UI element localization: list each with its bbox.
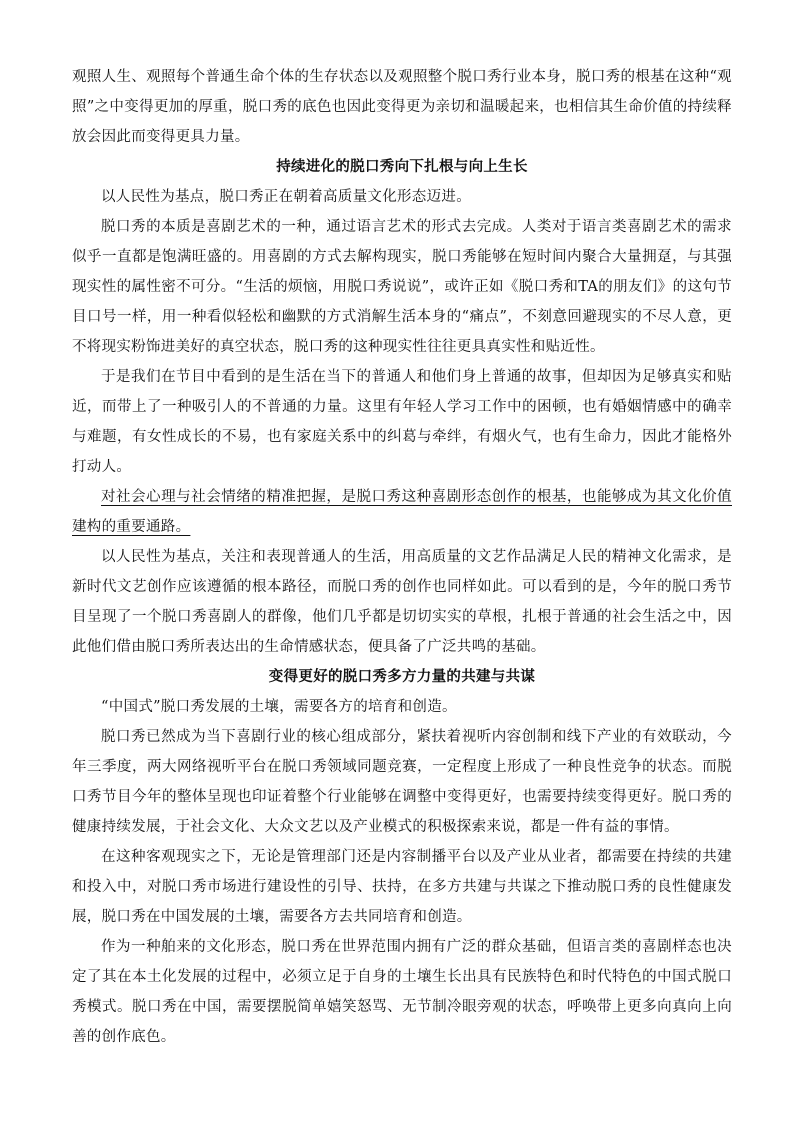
- paragraph-multi-party: 在这种客观现实之下，无论是管理部门还是内容制播平台以及产业从业者，都需要在持续的共建和投入中，对脱口秀市场进行建设性的引导、扶持，在多方共建与共谋之下推动脱口秀的良性健康发展，脱口秀在中国发展的土壤，需要各方去共同培育和创造。: [72, 849, 732, 925]
- paragraph-industry-core: 脱口秀已然成为当下喜剧行业的核心组成部分，紧扶着视听内容创制和线下产业的有效联动，今年三季度，两大网络视听平台在脱口秀领域同题竞赛，一定程度上形成了一种良性竞争的状态。而脱口秀节目今年的整体呈现也印证着整个行业能够在调整中变得更好，也需要持续变得更好。脱口秀的健康持续发展，于社会文化、大众文艺以及产业模式的积极探索来说，都是一件有益的事情。: [72, 729, 732, 835]
- paragraph-new-era-creation: 以人民性为基点，关注和表现普通人的生活，用高质量的文艺作品满足人民的精神文化需求，是新时代文艺创作应该遵循的根本路径，而脱口秀的创作也同样如此。可以看到的是，今年的脱口秀节目呈现了一个脱口秀喜剧人的群像，他们几乎都是切切实实的草根，扎根于普通的社会生活之中，因此他们借由脱口秀所表达出的生命情感状态，便具备了广泛共鸣的基础。: [72, 549, 732, 655]
- paragraph-social-psychology: [72, 482, 732, 542]
- paragraph-chinese-style: “中国式”脱口秀发展的土壤，需要各方的培育和创造。: [101, 699, 457, 715]
- paragraph-ordinary-people: 于是我们在节目中看到的是生活在当下的普通人和他们身上普通的故事，但却因为足够真实和贴近，而带上了一种吸引人的不普通的力量。这里有年轻人学习工作中的困顿，也有婚姻情感中的确幸与难题，有女性成长的不易，也有家庭关系中的纠葛与牵绊，有烟火气，也有生命力，因此才能格外打动人。: [72, 369, 732, 475]
- section-heading-cobuilding: 变得更好的脱口秀多方力量的共建与共谋: [268, 668, 536, 685]
- section-heading-rooting: 持续进化的脱口秀向下扎根与向上生长: [276, 158, 528, 175]
- paragraph-people-basis: 以人民性为基点，脱口秀正在朝着高质量文化形态迈进。: [101, 189, 471, 205]
- document-page: [72, 62, 732, 1052]
- paragraph-localization: 作为一种舶来的文化形态，脱口秀在世界范围内拥有广泛的群众基础，但语言类的喜剧样态也决定了其在本土化发展的过程中，必须立足于自身的土壤生长出具有民族特色和时代特色的中国式脱口秀模式。脱口秀在中国，需要摆脱简单嬉笑怒骂、无节制冷眼旁观的状态，呼唤带上更多向真向上向善的创作底色。: [72, 939, 732, 1045]
- paragraph-observation: 观照人生、观照每个普通生命个体的生存状态以及观照整个脱口秀行业本身，脱口秀的根基在这种“观照”之中变得更加的厚重，脱口秀的底色也因此变得更为亲切和温暖起来，也相信其生命价值的持续释放会因此而变得更具力量。: [72, 69, 732, 145]
- underlined-sentence: 对社会心理与社会情绪的精准把握，是脱口秀这种喜剧形态创作的根基，也能够成为其文化价值建构的重要通路。: [72, 489, 732, 535]
- paragraph-comedy-essence: 脱口秀的本质是喜剧艺术的一种，通过语言艺术的形式去完成。人类对于语言类喜剧艺术的需求似乎一直都是饱满旺盛的。用喜剧的方式去解构现实，脱口秀能够在短时间内聚合大量拥趸，与其强现实性的属性密不可分。“生活的烦恼，用脱口秀说说”，或许正如《脱口秀和TA的朋友们》的这句节目口号一样，用一种看似轻松和幽默的方式消解生活本身的“痛点”，不刻意回避现实的不尽人意，更不将现实粉饰进美好的真空状态，脱口秀的这种现实性往往更具真实性和贴近性。: [72, 219, 732, 355]
